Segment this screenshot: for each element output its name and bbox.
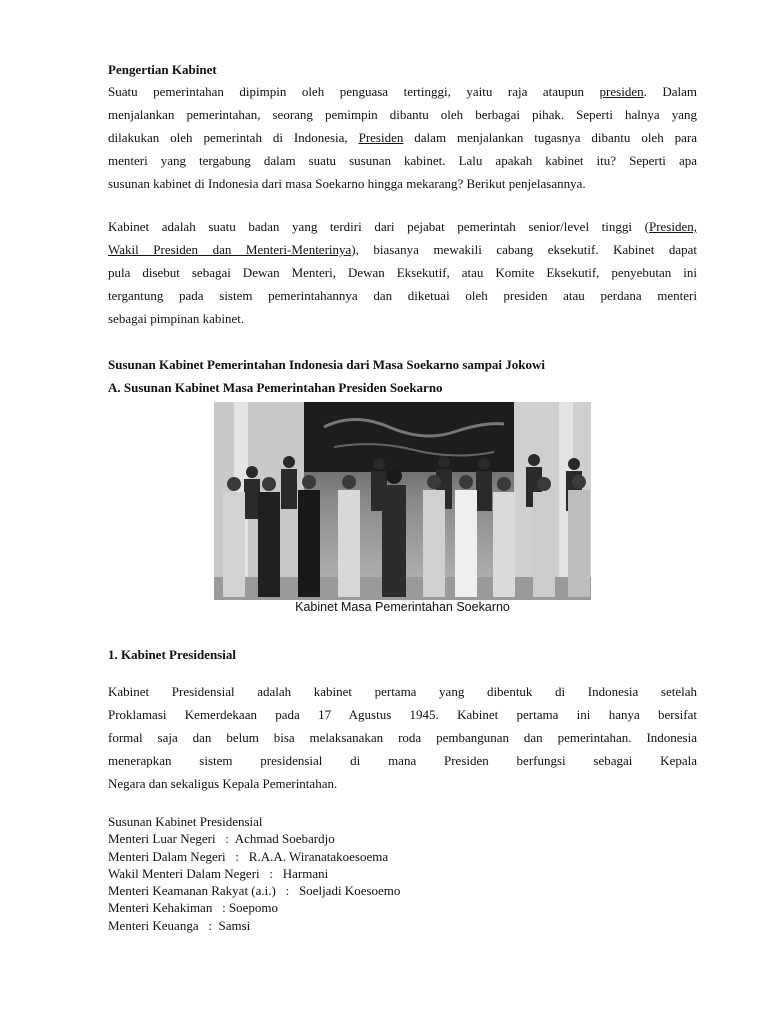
section-title-pengertian: Pengertian Kabinet — [108, 62, 217, 77]
text-line: menerapkan sistem presidensial di mana Presiden berfungsi sebagai Kepala — [108, 753, 697, 768]
text-line: menjalankan pemerintahan, seorang pemimpin dibantu oleh berbagai pihak. Seperti halnya yang — [108, 107, 697, 122]
cabinet-list — [108, 813, 697, 934]
text-line: tergantung pada sistem pemerintahannya dan diketuai oleh presiden atau perdana menteri — [108, 288, 697, 303]
list-item: Wakil Menteri Dalam Negeri : Harmani — [108, 865, 329, 881]
text-line: menteri yang tergabung dalam suatu susunan kabinet. Lalu apakah kabinet itu? Seperti apa — [108, 153, 697, 168]
link-presiden-2[interactable]: Presiden — [358, 130, 404, 145]
list-title: Susunan Kabinet Presidensial — [108, 814, 263, 829]
paragraph-pengertian-1 — [108, 80, 697, 195]
figure-caption: Kabinet Masa Pemerintahan Soekarno — [295, 600, 510, 614]
link-presiden-wakil[interactable]: Presiden, — [648, 219, 697, 234]
section-title-kabinet-presidensial: 1. Kabinet Presidensial — [108, 647, 236, 662]
text-line: formal saja dan belum bisa melaksanakan roda pembangunan dan pemerintahan. Indonesia — [108, 730, 697, 745]
text-line: Kabinet adalah suatu badan yang terdiri dari pejabat pemerintah senior/level tinggi (Presiden, — [108, 219, 697, 234]
paragraph-pengertian-2 — [108, 215, 697, 330]
list-item: Menteri Kehakiman : Soepomo — [108, 900, 279, 916]
text-line: Negara dan sekaligus Kepala Pemerintahan. — [108, 776, 338, 791]
text-line: Wakil Presiden dan Menteri-Menterinya), biasanya mewakili cabang eksekutif. Kabinet dapat — [108, 242, 697, 257]
text-line: susunan kabinet di Indonesia dari masa Soekarno hingga mekarang? Berikut penjelasannya. — [108, 176, 586, 191]
text-line: dilakukan oleh pemerintah di Indonesia, Presiden dalam menjalankan tugasnya dibantu oleh para — [108, 130, 697, 145]
cabinet-photo — [214, 402, 591, 600]
list-item: Menteri Keuanga : Samsi — [108, 917, 251, 933]
paragraph-kabinet-presidensial — [108, 680, 697, 795]
list-item: Menteri Keamanan Rakyat (a.i.) : Soeljadi Koesoemo — [108, 883, 401, 899]
section-title-susunan: Susunan Kabinet Pemerintahan Indonesia dari Masa Soekarno sampai Jokowi — [108, 357, 546, 372]
text-line: Proklamasi Kemerdekaan pada 17 Agustus 1945. Kabinet pertama ini hanya bersifat — [108, 707, 697, 722]
list-item: Menteri Dalam Negeri : R.A.A. Wiranatakoesoema — [108, 848, 389, 864]
link-wakil-presiden-menteri[interactable]: Wakil Presiden dan Menteri-Menterinya — [108, 242, 352, 257]
text-line: Kabinet Presidensial adalah kabinet pertama yang dibentuk di Indonesia setelah — [108, 684, 697, 699]
text-line: pula disebut sebagai Dewan Menteri, Dewan Eksekutif, atau Komite Eksekutif, penyebutan ini — [108, 265, 697, 280]
text-line: Suatu pemerintahan dipimpin oleh penguasa tertinggi, yaitu raja ataupun presiden. Dalam — [108, 84, 698, 99]
text-line: sebagai pimpinan kabinet. — [108, 311, 245, 326]
section-subtitle-soekarno: A. Susunan Kabinet Masa Pemerintahan Presiden Soekarno — [108, 380, 443, 395]
cabinet-photo-illustration — [214, 402, 591, 600]
link-presiden[interactable]: presiden — [599, 84, 644, 99]
list-item: Menteri Luar Negeri : Achmad Soebardjo — [108, 831, 335, 847]
